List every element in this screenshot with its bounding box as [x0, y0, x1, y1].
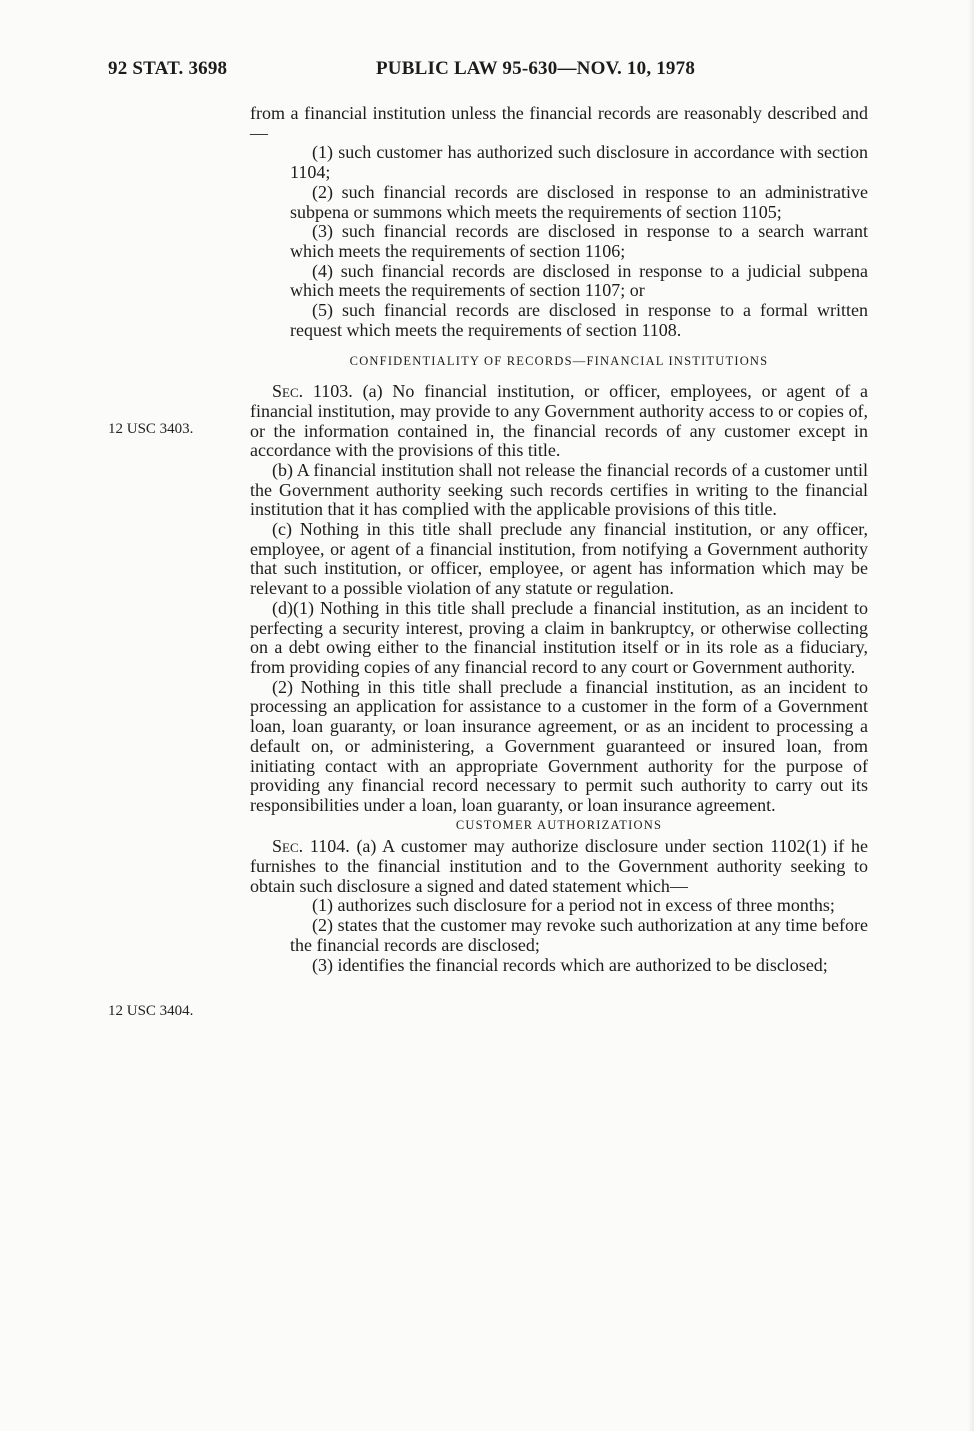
- section-heading-confidentiality: CONFIDENTIALITY OF RECORDS—FINANCIAL INSTITUTIONS: [349, 354, 769, 369]
- intro-paragraph: from a financial institution unless the financial records are reasonably described and—: [250, 103, 868, 143]
- sec-1103-a-text: (a) No financial institution, or officer, employees, or agent of a financial institution, may provide to any Government authority access to or copies of, or the information contained in, the financial records of any customer except in accordance with the provisions of this title.: [250, 381, 868, 461]
- sec-1103-a: [250, 382, 868, 461]
- margin-note-usc-3404: 12 USC 3404.: [108, 1003, 194, 1019]
- sec-1103-d2: (2) Nothing in this title shall preclude a financial institution, as an incident to processing an application for assistance to a customer in the form of a Government loan, loan guaranty, or loan insurance agreement, or as an incident to processing a default on, or administering, a Government guaranteed or insured loan, from initiating contact with an appropriate Government authority for the purpose of providing any financial record necessary to permit such authority to carry out its responsibilities under a loan, loan guaranty, or loan insurance agreement.: [250, 676, 868, 815]
- sec-1103-d1: (d)(1) Nothing in this title shall preclude a financial institution, as an incident to perfecting a security interest, proving a claim in bankruptcy, or otherwise collecting on a debt owing either to the financial institution itself or in its role as a fiduciary, from providing copies of any financial record to any court or Government authority.: [250, 597, 868, 677]
- margin-note-usc-3403: 12 USC 3403.: [108, 421, 194, 437]
- list-item-2: (2) such financial records are disclosed in response to an administrative subpena or summons which meets the requirements of section 1105;: [290, 181, 868, 222]
- sec-1104-a: [250, 837, 868, 896]
- list-item-4: (4) such financial records are disclosed in response to a judicial subpena which meets the requirements of section 1107; or: [290, 260, 868, 301]
- public-law-title: PUBLIC LAW 95-630—NOV. 10, 1978: [376, 58, 696, 79]
- statute-body: [250, 104, 868, 975]
- page-header: [108, 58, 728, 82]
- section-heading-customer-authorizations: CUSTOMER AUTHORIZATIONS: [455, 817, 663, 832]
- sec-1103-label: Sec. 1103.: [272, 381, 353, 402]
- sec-1104-a-text: (a) A customer may authorize disclosure under section 1102(1) if he furnishes to the financial institution and to the Government authority seeking to obtain such disclosure a signed and dated statement which—: [250, 836, 868, 896]
- list-item-3: (3) such financial records are disclosed in response to a search warrant which meets the requirements of section 1106;: [290, 221, 868, 261]
- list-item-5: (5) such financial records are disclosed in response to a formal written request which meets the requirements of section 1108.: [290, 300, 868, 340]
- sec-1104-item-3: (3) identifies the financial records which are authorized to be disclosed;: [312, 954, 828, 975]
- sec-1104-item-1: (1) authorizes such disclosure for a period not in excess of three months;: [312, 895, 835, 916]
- sec-1104-label: Sec. 1104.: [272, 836, 350, 857]
- sec-1103-c: (c) Nothing in this title shall preclude any financial institution, or any officer, employee, or agent of a financial institution, from notifying a Government authority that such institution, or officer, employee, or agent has information which may be relevant to a possible violation of any statute or regulation.: [250, 519, 868, 599]
- list-item-1: (1) such customer has authorized such disclosure in accordance with section 1104;: [290, 142, 868, 183]
- page-edge-shadow: [968, 0, 974, 1431]
- stat-page-number: 92 STAT. 3698: [108, 58, 228, 79]
- sec-1104-item-2: (2) states that the customer may revoke such authorization at any time before the financial records are disclosed;: [290, 915, 868, 955]
- sec-1103-b: (b) A financial institution shall not release the financial records of a customer until the Government authority seeking such records certifies in writing to the financial institution that it has complied with the applicable provisions of this title.: [250, 459, 868, 520]
